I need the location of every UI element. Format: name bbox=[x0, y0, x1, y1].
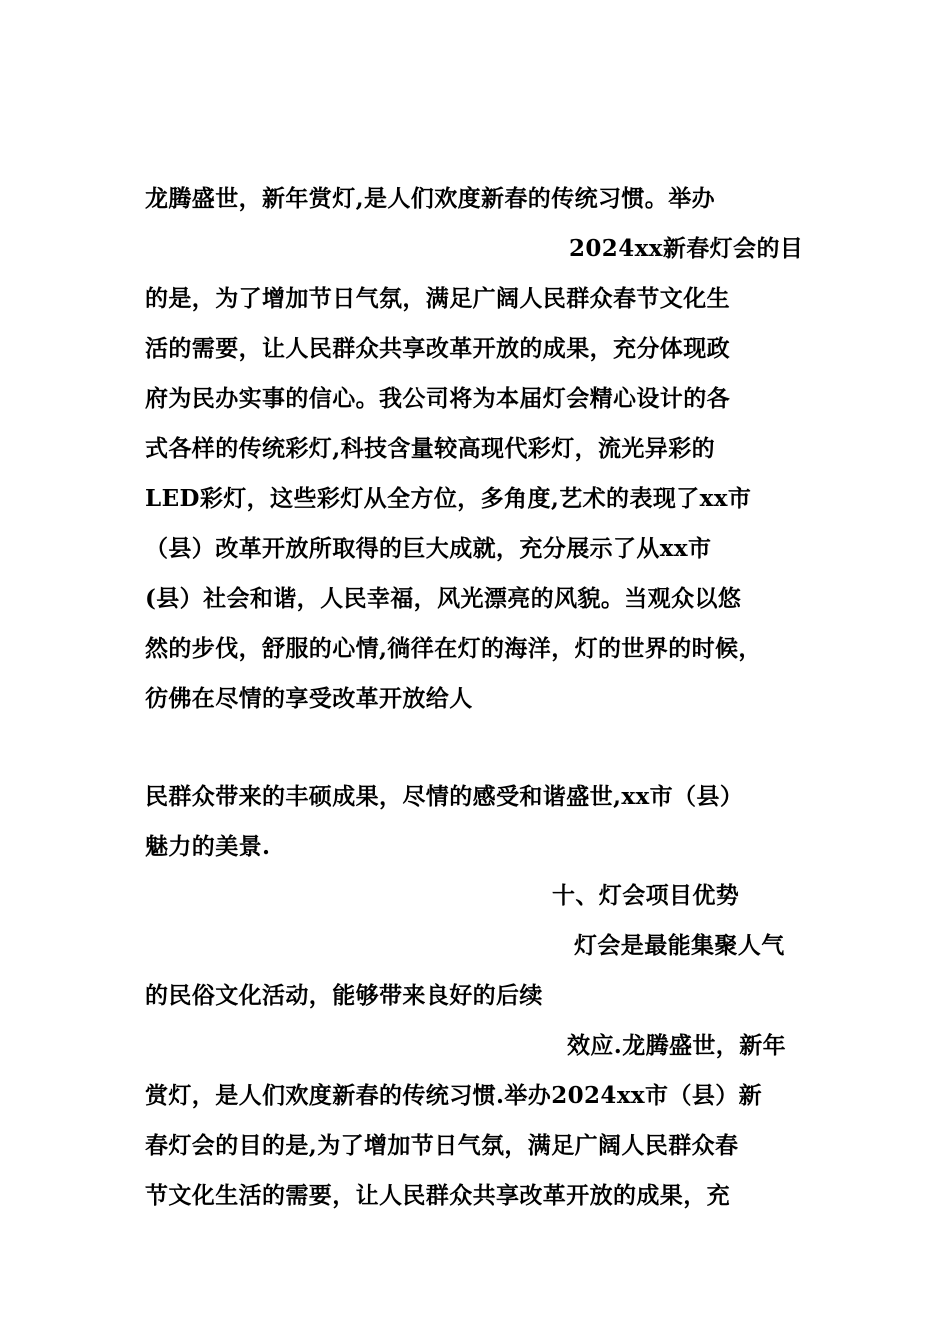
body-line-15: 灯会是最能集聚人气 bbox=[574, 932, 785, 959]
body-line-16: 的民俗文化活动，能够带来良好的后续 bbox=[145, 982, 543, 1009]
body-line-8: （县）改革开放所取得的巨大成就，充分展示了从xx市 bbox=[145, 535, 712, 562]
body-line-11: 彷佛在尽情的享受改革开放给人 bbox=[145, 685, 473, 712]
body-line-13: 魅力的美景. bbox=[145, 833, 271, 860]
body-line-19: 春灯会的目的是,为了增加节日气氛，满足广阔人民群众春 bbox=[145, 1132, 739, 1159]
body-line-6: 式各样的传统彩灯,科技含量较高现代彩灯，流光异彩的 bbox=[145, 435, 716, 462]
body-line-4: 活的需要，让人民群众共享改革开放的成果，充分体现政 bbox=[145, 335, 730, 362]
body-line-9: (县）社会和谐，人民幸福，风光漂亮的风貌。当观众以悠 bbox=[145, 585, 742, 612]
body-line-10: 然的步伐，舒服的心情,徜徉在灯的海洋，灯的世界的时候， bbox=[145, 635, 762, 662]
body-line-17: 效应.龙腾盛世，新年 bbox=[567, 1032, 787, 1059]
body-line-2: 2024xx新春灯会的目 bbox=[569, 235, 804, 262]
body-line-5: 府为民办实事的信心。我公司将为本届灯会精心设计的各 bbox=[145, 385, 730, 412]
body-line-7: LED彩灯，这些彩灯从全方位，多角度,艺术的表现了xx市 bbox=[145, 485, 752, 512]
body-line-18: 赏灯，是人们欢度新春的传统习惯.举办2024xx市（县）新 bbox=[145, 1082, 763, 1109]
section-heading: 十、灯会项目优势 bbox=[552, 882, 740, 909]
body-line-20: 节文化生活的需要，让人民群众共享改革开放的成果，充 bbox=[145, 1182, 730, 1209]
body-line-12: 民群众带来的丰硕成果，尽情的感受和谐盛世,xx市（县） bbox=[145, 783, 744, 810]
body-line-3: 的是，为了增加节日气氛，满足广阔人民群众春节文化生 bbox=[145, 285, 730, 312]
body-line-1: 龙腾盛世，新年赏灯,是人们欢度新春的传统习惯。举办 bbox=[145, 185, 716, 212]
